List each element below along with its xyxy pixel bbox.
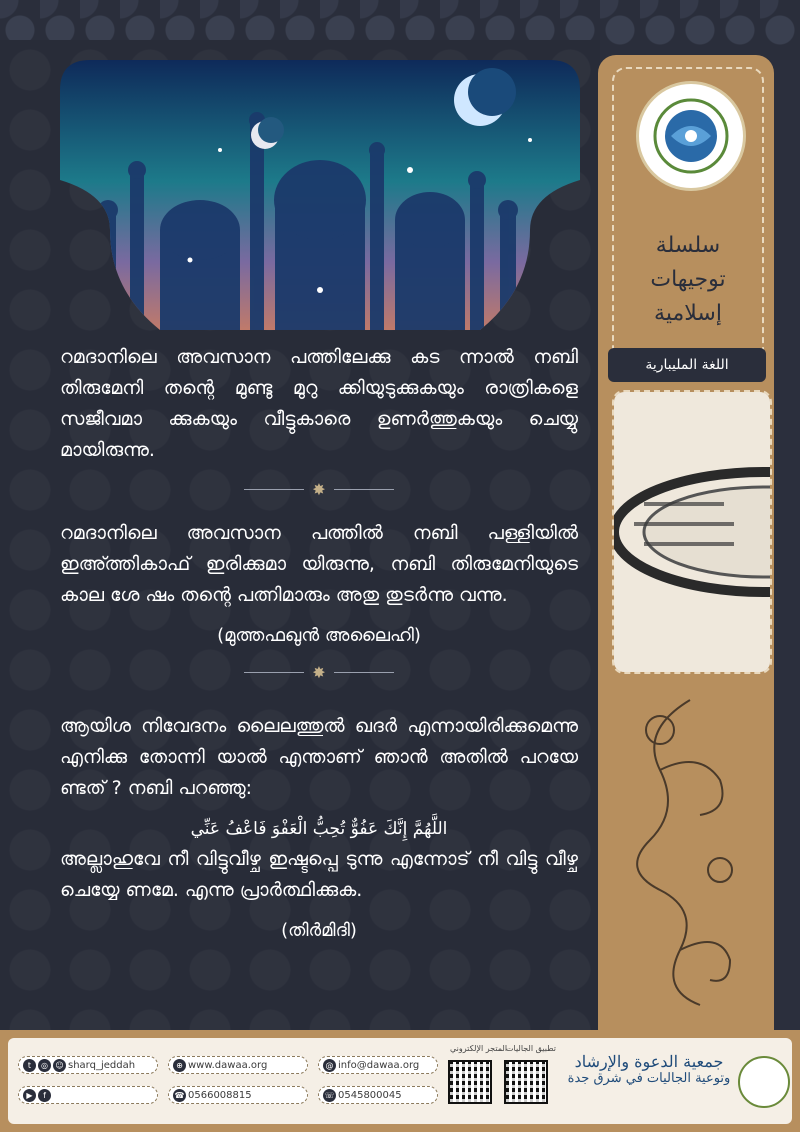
store-qr-code[interactable] [448, 1060, 492, 1104]
decorative-swirl [620, 690, 760, 1010]
app-qr-code[interactable] [504, 1060, 548, 1104]
paragraph-2: റമദാനിലെ അവസാന പത്തിൽ നബി പള്ളിയിൽ ഇഅ്ത്തികാഫ് ഇരിക്കുമാ യിരുന്നു, നബി തിരുമേനിയുടെ കാല ശേ ഷം തന്റെ പത്നിമാരും അതു തുടർന്നു വന്നു. [60, 522, 578, 606]
app-label: تطبيق الجاليات [506, 1044, 556, 1053]
store-label: المتجر الإلكتروني [450, 1044, 508, 1053]
email-icon: @ [323, 1059, 336, 1072]
footer [0, 1030, 800, 1132]
youtube-icon: ▶ [23, 1089, 36, 1102]
twitter-icon: t [23, 1059, 36, 1072]
whatsapp-icon: ☏ [324, 1090, 335, 1100]
email-link[interactable]: @ info@dawaa.org [318, 1056, 438, 1074]
sidebar-title-box [612, 67, 764, 371]
website-link[interactable]: ⊕ www.dawaa.org [168, 1056, 308, 1074]
youtube-facebook-box[interactable] [18, 1086, 158, 1104]
citation-2: (തിർമിദി) [281, 920, 357, 941]
snapchat-icon: ☺ [53, 1059, 66, 1072]
star-ornament-icon: ✸ [312, 662, 326, 682]
instagram-icon: ◎ [38, 1059, 51, 1072]
content-area [60, 342, 578, 946]
organization-logo-icon [636, 81, 746, 191]
phone-icon: ☎ [174, 1090, 185, 1100]
series-title: سلسلة توجيهات إسلامية [650, 233, 726, 326]
paragraph-4: അല്ലാഹുവേ നീ വിട്ടുവീഴ്ച ഇഷ്ടപ്പെ ടുന്നു എന്നോട് നീ വിട്ടു വീഴ്ച ചെയ്യേ ണമേ. എന്നു പ്രാർത്ഥിക്കുക. [60, 848, 578, 901]
divider [60, 657, 578, 687]
language-tab: اللغة المليبارية [608, 348, 766, 382]
footer-contact-strip [8, 1038, 792, 1124]
footer-logo-icon [738, 1056, 790, 1108]
globe-icon: ⊕ [173, 1059, 186, 1072]
star-ornament-icon: ✸ [312, 479, 326, 499]
paragraph-3: ആയിശ നിവേദനം ലൈലത്തുൽ ഖദർ എന്നായിരിക്കുമെന്നു എനിക്കു തോന്നി യാൽ എന്താണ് ഞാൻ അതിൽ പറയേ ണ്ടത് ? നബി പറഞ്ഞു: [60, 715, 578, 799]
divider [60, 474, 578, 504]
social-handle-box[interactable]: t ◎ ☺ sharq_jeddah [18, 1056, 158, 1074]
facebook-icon: f [38, 1089, 51, 1102]
phone-2[interactable]: ☏ 0545800045 [318, 1086, 438, 1104]
paragraph-1: റമദാനിലെ അവസാന പത്തിലേക്കു കട ന്നാൽ നബി തിരുമേനി തന്റെ മുണ്ടു മുറു ക്കിയുടുക്കുകയും രാത്രികളെ സജീവമാ ക്കുകയും വീട്ടുകാരെ ഉണർത്തുകയും ചെയ്യു മായിരുന്നു. [60, 346, 578, 461]
citation-1: (മുത്തഫഖുൻ അലൈഹി) [217, 625, 421, 646]
phone-1[interactable]: ☎ 0566008815 [168, 1086, 308, 1104]
quran-photo [612, 390, 772, 674]
arabic-dua: اللَّهُمَّ إِنَّكَ عَفُوٌّ تُحِبُّ الْعَفْوَ فَاعْفُ عَنِّي [190, 819, 448, 839]
hero-mosque-image [60, 60, 580, 330]
organization-name: جمعية الدعوة والإرشاد وتوعية الجاليات في شرق جدة [567, 1052, 731, 1086]
